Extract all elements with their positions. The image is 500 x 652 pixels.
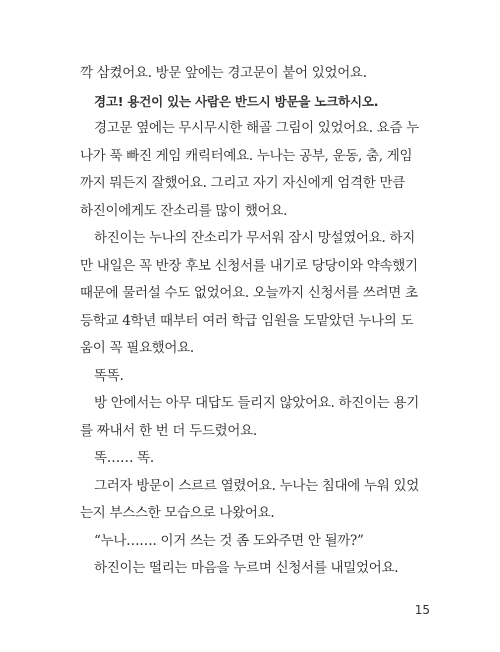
paragraph: 똑…… 똑. bbox=[94, 450, 154, 466]
paragraph: 경고문 옆에는 무시무시한 해골 그림이 있었어요. 요즘 누나가 푹 빠진 게임 캐릭터예요. 누나는 공부, 운동, 춤, 게임까지 뭐든지 잘했어요. 그리고 자기 자신에게 엄격한 만큼 하진이에게도 잔소리를 많이 했어요. bbox=[80, 120, 419, 219]
paragraph: 깍 삼켰어요. 방문 앞에는 경고문이 붙어 있었어요. bbox=[80, 65, 367, 81]
warning-notice: 경고! 용건이 있는 사람은 반드시 방문을 노크하시오. bbox=[94, 93, 379, 109]
paragraph: 그러자 방문이 스르르 열렸어요. 누나는 침대에 누워 있었는지 부스스한 모습으로 나왔어요. bbox=[80, 477, 419, 521]
paragraph: “누나……. 이거 쓰는 것 좀 도와주면 안 될까?” bbox=[94, 532, 364, 549]
paragraph: 하진이는 떨리는 마음을 누르며 신청서를 내밀었어요. bbox=[94, 560, 399, 576]
page-number: 15 bbox=[414, 603, 430, 617]
paragraph: 똑똑. bbox=[94, 367, 124, 384]
paragraph: 하진이는 누나의 잔소리가 무서워 잠시 망설였어요. 하지만 내일은 꼭 반장 후보 신청서를 내기로 당당이와 약속했기 때문에 물러설 수도 없었어요. 오늘까지 신청서를 쓰려면 초등학교 4학년 때부터 여러 학급 임원을 도맡았던 누나의 도움이 꼭 필요했어요. bbox=[80, 230, 418, 356]
body-text bbox=[80, 60, 420, 583]
paragraph: 방 안에서는 아무 대답도 들리지 않았어요. 하진이는 용기를 짜내서 한 번 더 두드렸어요. bbox=[80, 395, 419, 439]
